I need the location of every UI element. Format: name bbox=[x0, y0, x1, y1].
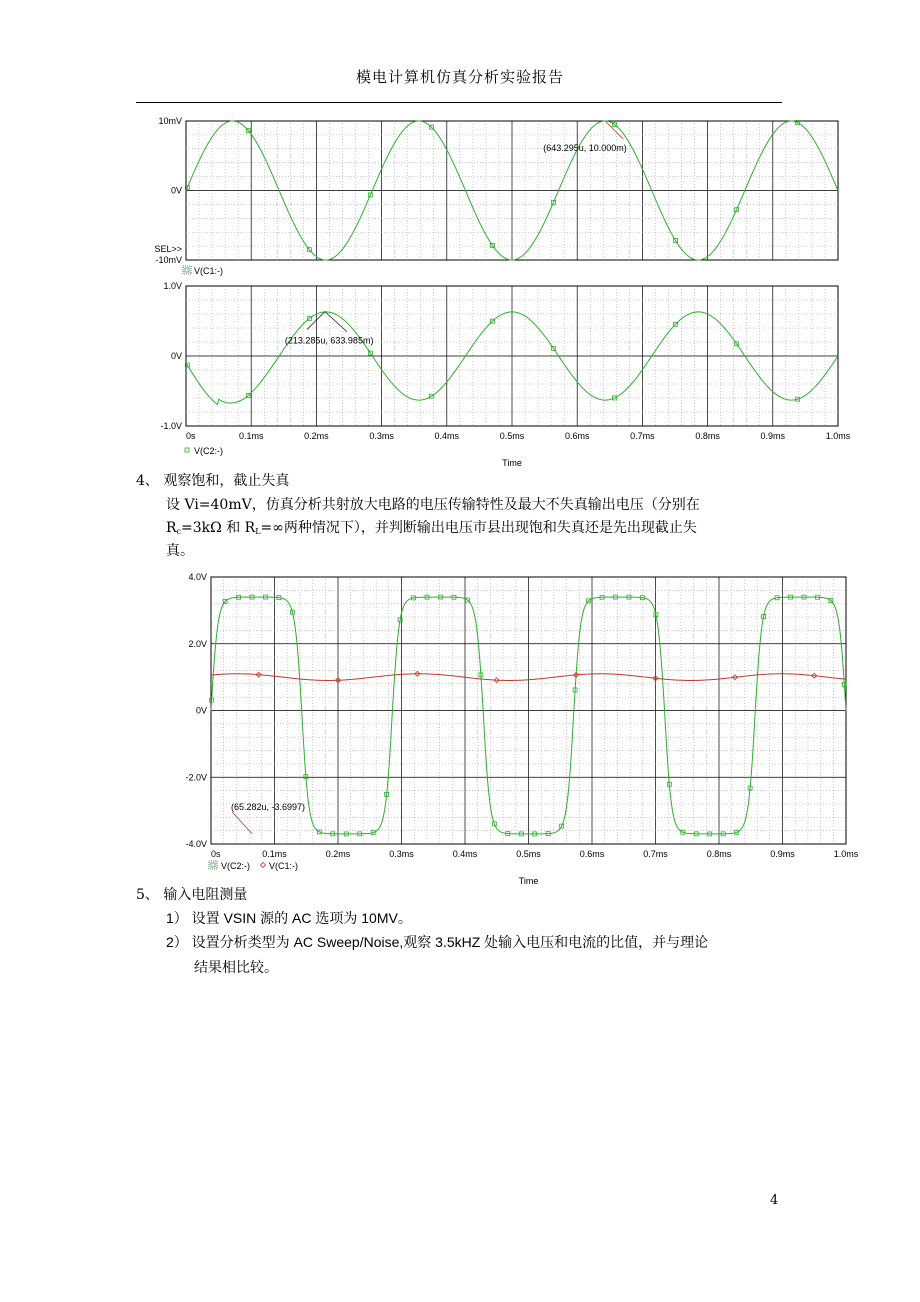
x-tick-label: 0.4ms bbox=[452, 849, 478, 859]
x-tick-label: 0s bbox=[186, 431, 196, 441]
y-tick-label: 2.0V bbox=[188, 638, 207, 649]
section4-para-line2: $R_c=3k\Omega$ 和 $R_L=\infty$两种情况下），并判断输出电压市县出现饱和失真还是先出现截止失 bbox=[166, 520, 697, 536]
y-tick-label: -1.0V bbox=[160, 421, 182, 431]
legend-label-vc2: V(C2:-) bbox=[221, 861, 250, 871]
y-tick-label: 0V bbox=[170, 351, 182, 361]
y-tick-label: -4.0V bbox=[185, 839, 207, 849]
legend-label-vc1: V(C1:-) bbox=[194, 266, 223, 276]
x-tick-label: 0.6ms bbox=[579, 849, 605, 859]
x-tick-label: 0.2ms bbox=[325, 849, 351, 859]
cursor-label: (213.285u, 633.985m) bbox=[284, 335, 374, 346]
x-axis-label: Time bbox=[502, 458, 522, 468]
x-tick-label: 0.3ms bbox=[369, 431, 394, 441]
x-tick-label: 0.8ms bbox=[706, 849, 732, 859]
header-rule bbox=[136, 102, 782, 103]
x-tick-label: 0.7ms bbox=[643, 849, 668, 859]
section5-heading: 5、 输入电阻测量 bbox=[136, 887, 248, 903]
plot-clipping bbox=[0, 568, 920, 888]
y-tick-label: 10mV bbox=[158, 116, 182, 126]
cursor-label: (643.295u, 10.000m) bbox=[543, 143, 627, 153]
x-tick-label: 0.3ms bbox=[389, 849, 414, 859]
x-tick-label: 0.1ms bbox=[238, 431, 264, 441]
section4-para-line3: 真。 bbox=[166, 543, 194, 559]
x-tick-label: 0.6ms bbox=[564, 431, 590, 441]
x-tick-label: 0.5ms bbox=[499, 431, 525, 441]
sel-marker: SEL>> bbox=[154, 244, 182, 254]
y-tick-label: -2.0V bbox=[185, 772, 207, 783]
y-tick-label: 0V bbox=[170, 185, 182, 196]
legend-label-vc1: V(C1:-) bbox=[269, 861, 298, 871]
x-tick-label: 0.5ms bbox=[516, 849, 541, 859]
legend-marker-vc1 bbox=[261, 863, 266, 868]
y-tick-label: 1.0V bbox=[163, 281, 182, 291]
x-tick-label: 1.0ms bbox=[825, 431, 851, 441]
y-tick-label: 0V bbox=[195, 705, 207, 716]
section4-heading: 4、 观察饱和，截止失真 bbox=[136, 473, 290, 489]
cursor-label: (65.282u, -3.6997) bbox=[231, 801, 306, 812]
page-header-title: 模电计算机仿真分析实验报告 bbox=[355, 68, 564, 86]
x-tick-label: 1.0ms bbox=[833, 849, 859, 859]
x-tick-label: 0.2ms bbox=[304, 431, 329, 441]
page-number: 4 bbox=[770, 1193, 779, 1208]
y-tick-label: -10mV bbox=[155, 255, 182, 265]
legend-marker-vc1 bbox=[185, 268, 189, 272]
x-tick-label: 0.9ms bbox=[770, 849, 795, 859]
x-tick-label: 0s bbox=[211, 849, 221, 859]
section5-item2-line1: 2） 设置分析类型为 AC Sweep/Noise,观察 3.5kHZ 处输入电压和电流的比值，并与理论 bbox=[166, 934, 709, 950]
y-tick-label: 4.0V bbox=[188, 572, 207, 582]
legend-marker-vc2 bbox=[211, 863, 215, 867]
section5-item1: 1） 设置 VSIN 源的 AC 选项为 10MV。 bbox=[166, 910, 412, 926]
x-tick-label: 0.1ms bbox=[262, 849, 287, 859]
x-tick-label: 0.4ms bbox=[434, 431, 460, 441]
section4-para-line1: 设 Vi=40mV，仿真分析共射放大电路的电压传输特性及最大不失真输出电压（分别在 bbox=[166, 497, 700, 513]
legend-label-vc2: V(C2:-) bbox=[194, 446, 223, 456]
x-tick-label: 0.7ms bbox=[630, 431, 655, 441]
legend-box bbox=[209, 861, 217, 869]
plot-sine-waves bbox=[0, 108, 920, 588]
legend-marker-vc2 bbox=[185, 448, 189, 452]
x-tick-label: 0.9ms bbox=[760, 431, 786, 441]
x-tick-label: 0.8ms bbox=[695, 431, 720, 441]
legend-box bbox=[183, 266, 191, 274]
section5-item2-line2: 结果相比较。 bbox=[194, 959, 278, 975]
x-axis-label: Time bbox=[518, 876, 539, 886]
